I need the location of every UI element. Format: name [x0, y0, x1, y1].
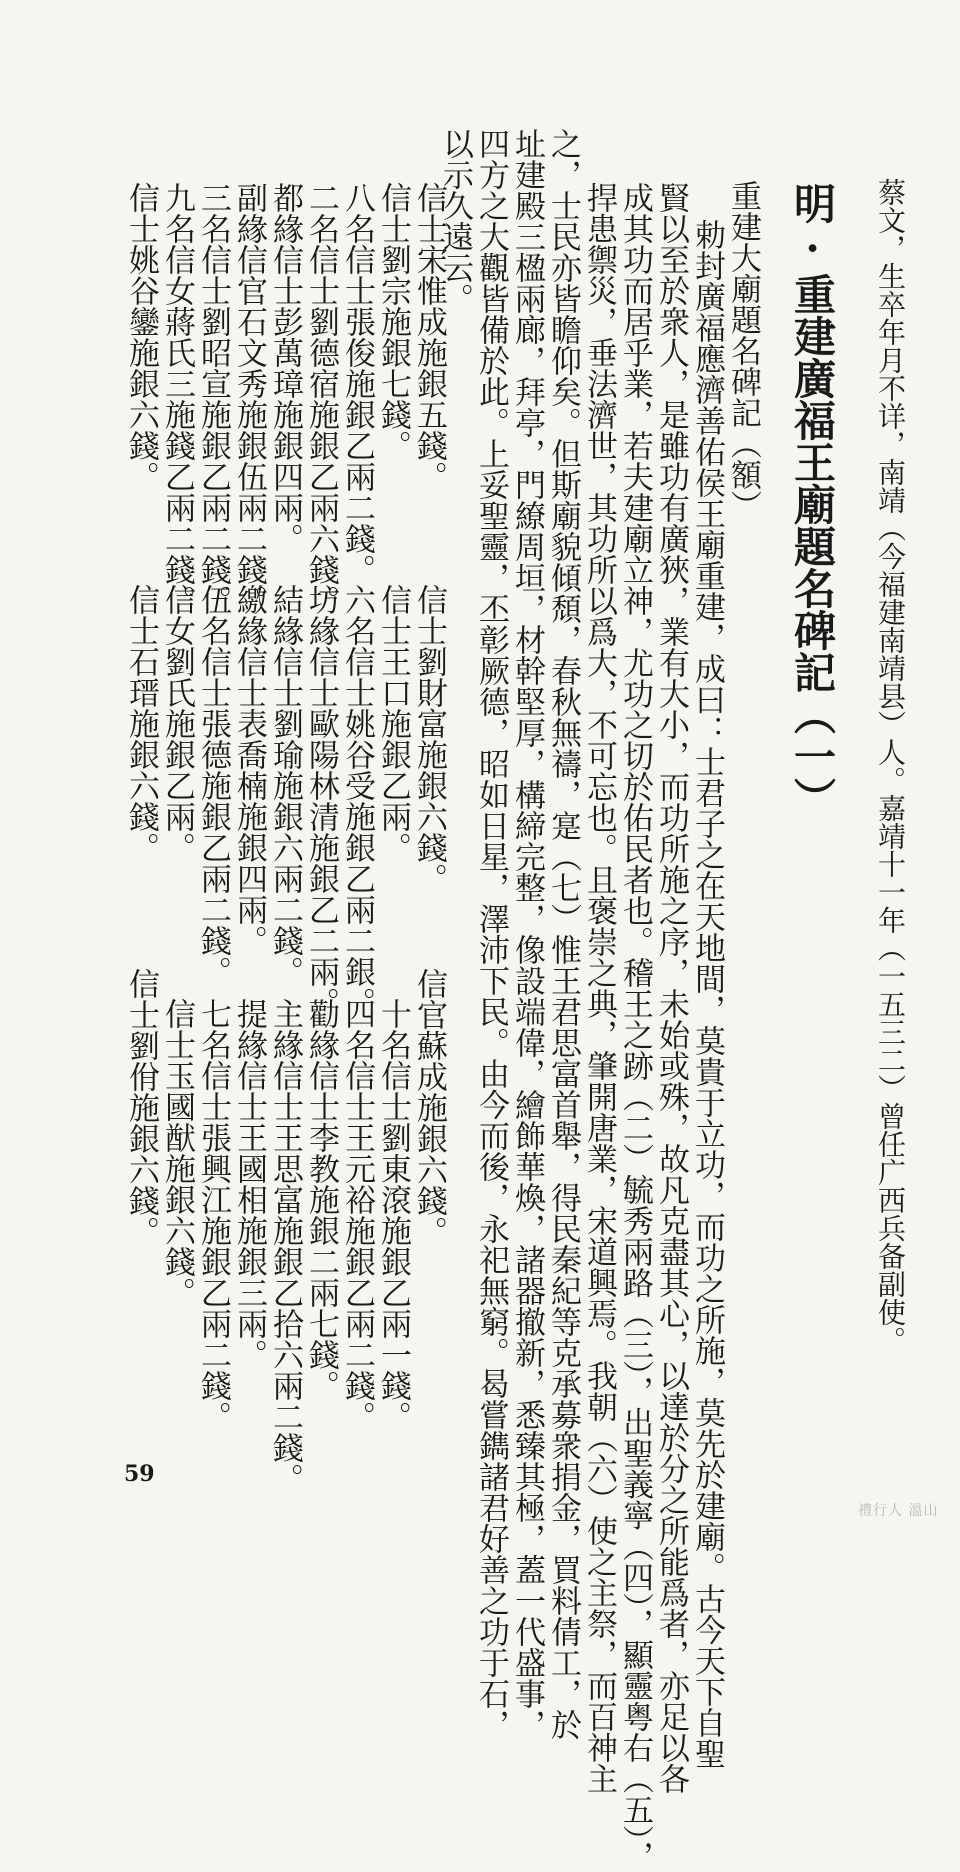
donor-entry: 伍名信士張德施銀乙兩二錢。	[195, 584, 231, 987]
donor-entry: 信士宋惟成施銀五錢。	[411, 182, 447, 492]
donor-entry: 提緣信士王國相施銀三兩。	[231, 998, 267, 1370]
donor-entry: 二名信士劉德宿施銀乙兩六錢。	[303, 182, 339, 616]
body-column: 四方之大觀皆備於此。上妥聖靈，丕彰厥德，昭如日星，澤沛下民。由今而後，永祀無窮。曷嘗鐫諸君好善之功于石，	[473, 128, 509, 1740]
donor-entry: 信官蘇成施銀六錢。	[411, 968, 447, 1247]
donor-entry: 副緣信官石文秀施銀伍兩二錢。	[231, 182, 267, 616]
donor-entry: 三名信士劉昭宣施銀乙兩二錢。	[195, 182, 231, 616]
donor-entry: 都緣信士彭萬璋施銀四兩。	[267, 182, 303, 554]
page-number: 59	[124, 1461, 155, 1487]
body-column: 成其功而居乎業，若夫建廟立神，尤功之切於佑民者也。稽王之跡（二）毓秀兩路（三），出聖義寧（四），顯靈粤右（五），	[617, 182, 653, 1872]
body-column: 勅封廣福應濟善佑侯王廟重建，成曰：士君子之在天地間，莫貴于立功，而功之所施，莫先於建廟。古今天下自聖	[689, 219, 725, 1769]
body-column: 捍患禦災，垂法濟世，其功所以爲大，不可忘也。且褒崇之典，肇開唐業，宋道興焉。我朝（六）使之主祭，而百神主	[581, 182, 617, 1794]
donor-entry: 信士王口施銀乙兩。	[375, 584, 411, 863]
donor-entry: 信女劉氏施銀乙兩。	[159, 584, 195, 863]
donor-entry: 十名信士劉東滾施銀乙兩一錢。	[375, 998, 411, 1432]
donor-entry: 信士劉財富施銀六錢。	[411, 584, 447, 894]
inscription-heading: 重建大廟題名碑記（額）	[725, 180, 761, 521]
donor-entry: 八名信士張俊施銀乙兩二錢。	[339, 182, 375, 585]
donor-entry: 信士玉國猷施銀六錢。	[159, 998, 195, 1308]
body-column: 賢以至於衆人，是雖功有廣狹，業有大小，而功所施之序，未始或殊，故凡克盡其心，以達於分之所能爲者，亦足以各	[653, 182, 689, 1794]
body-column: 之，士民亦皆瞻仰矣。但斯廟貌傾頹，春秋無禱，寔（七）惟王君思富首舉，得民秦紀等克承募衆捐金，買料倩工，於	[545, 128, 581, 1740]
donor-entry: 信士石瑨施銀六錢。	[123, 584, 159, 863]
donor-entry: 六名信士姚谷受施銀乙兩二銀。	[339, 584, 375, 1018]
donor-entry: 結緣信士劉瑜施銀六兩二錢。	[267, 584, 303, 987]
body-column: 以示久遠云。	[437, 128, 473, 314]
donor-entry: 信士劉佾施銀六錢。	[123, 968, 159, 1247]
donor-entry: 坊緣信士歐陽林清施銀乙二兩。	[303, 584, 339, 1018]
donor-entry: 信士劉宗施銀七錢。	[375, 182, 411, 461]
donor-entry: 信士姚谷鑾施銀六錢。	[123, 182, 159, 492]
page-title: 明·重建廣福王廟題名碑記（一）	[788, 182, 837, 819]
author-note: 蔡文，生卒年月不详，南靖（今福建南靖县）人。嘉靖十一年（一五三二）曾任广西兵备副使。	[874, 178, 907, 1354]
donor-entry: 九名信女蔣氏三施錢乙兩二錢。	[159, 182, 195, 616]
body-column: 址建殿三楹兩廊，拜亭，門繚周垣，材幹堅厚，構締完整，像設端偉，繪飾華煥，諸器撤新，悉臻其極，蓋一代盛事，	[509, 128, 545, 1740]
watermark-stamp: 禮行人 溫山	[858, 1503, 939, 1519]
donor-entry: 主緣信士王思富施銀乙拾六兩二錢。	[267, 998, 303, 1494]
donor-entry: 四名信士王元裕施銀乙兩二錢。	[339, 998, 375, 1432]
donor-entry: 勸緣信士李教施銀二兩七錢。	[303, 998, 339, 1401]
donor-entry: 七名信士張興江施銀乙兩二錢。	[195, 998, 231, 1432]
donor-entry: 繳緣信士表喬楠施銀四兩。	[231, 584, 267, 956]
